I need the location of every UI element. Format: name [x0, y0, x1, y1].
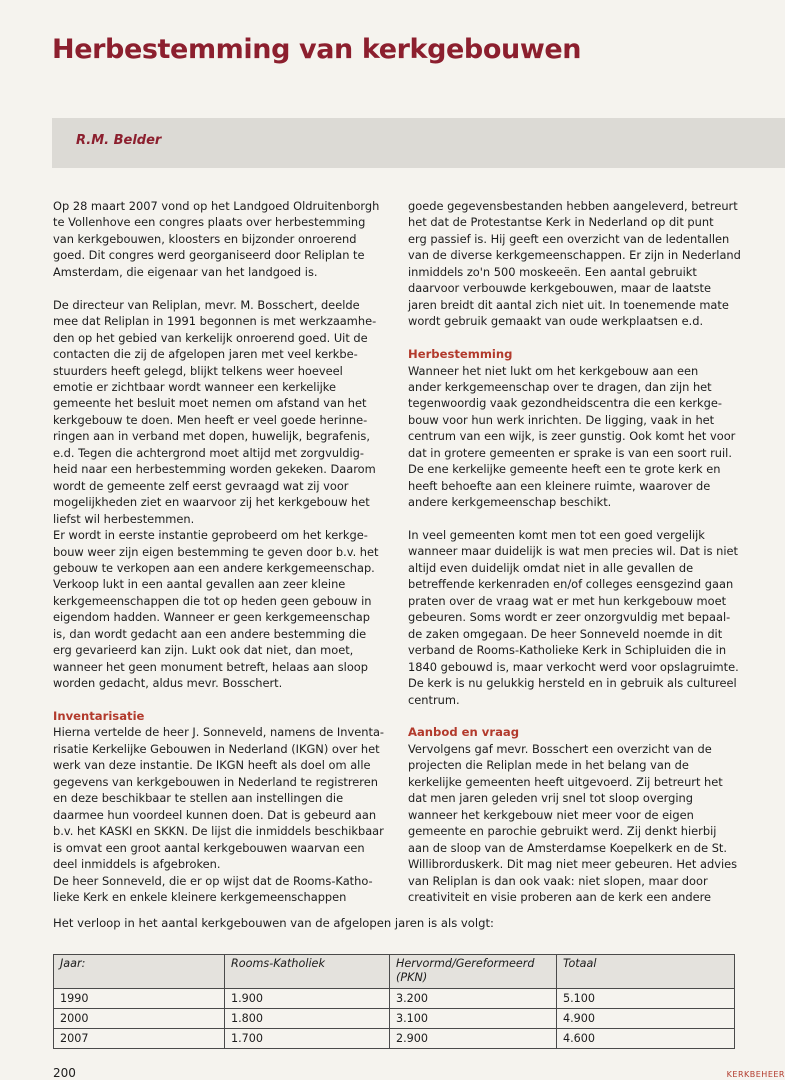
cell-year: 2007 [54, 1029, 225, 1049]
table-row [54, 989, 735, 1009]
text-line: eigendom hadden. Wanneer er geen kerkgemeenschap [53, 610, 371, 625]
text-line: e.d. Tegen die achtergrond moet altijd met zorgvuldig- [53, 445, 365, 460]
text-line: Hierna vertelde de heer J. Sonneveld, namens de Inventa- [53, 725, 385, 740]
text-line: goed. Dit congres werd georganiseerd door Reliplan te [53, 248, 365, 263]
text-line: kerkelijke gemeenten heeft uitgevoerd. Zij betreurt het [408, 774, 723, 789]
text-line: Willibrorduskerk. Dit mag niet meer gebeuren. Het advies [408, 857, 738, 872]
text-line: centrum van een wijk, is zeer gunstig. Ook komt het voor [408, 429, 736, 444]
page-number: 200 [53, 1066, 76, 1080]
text-line: van de diverse kerkgemeenschappen. Er zijn in Nederland [408, 248, 741, 263]
text-line: erg gevarieerd kan zijn. Lukt ook dat niet, dan moet, [53, 643, 354, 658]
text-line: aan de sloop van de Amsterdamse Koepelkerk en de St. [408, 840, 728, 855]
text-line: bouw voor hun werk inrichten. De ligging, vaak in het [408, 412, 715, 427]
text-line: De directeur van Reliplan, mevr. M. Bosschert, deelde [53, 297, 360, 312]
paragraph [53, 724, 383, 872]
text-line: gemeente en parochie gebruikt werd. Zij denkt hierbij [408, 824, 717, 839]
text-line: projecten die Reliplan mede in het belang van de [408, 758, 689, 773]
church-count-table [53, 954, 735, 1049]
text-line: risatie Kerkelijke Gebouwen in Nederland (IKGN) over het [53, 741, 380, 756]
table-intro: Het verloop in het aantal kerkgebouwen van de afgelopen jaren is als volgt: [53, 916, 494, 930]
text-line: b.v. het KASKI en SKKN. De lijst die inmiddels beschikbaar [53, 824, 384, 839]
paragraph [408, 741, 763, 906]
header-year: Jaar: [54, 955, 225, 989]
text-line: wanneer maar duidelijk is wat men precies wil. Dat is niet [408, 544, 738, 559]
text-line: altijd even duidelijk omdat niet in alle gevallen de [408, 560, 694, 575]
text-line: dat in grotere gemeenten er sprake is van een soort ruil. [408, 445, 732, 460]
text-line: lieke Kerk en enkele kleinere kerkgemeenschappen [53, 890, 347, 904]
text-line: De kerk is nu gelukkig hersteld en in gebruik als cultureel [408, 676, 737, 691]
text-line: wanneer het kerkgebouw niet meer voor de eigen [408, 807, 694, 822]
text-line: goede gegevensbestanden hebben aangeleverd, betreurt [408, 199, 738, 213]
table-header-row [54, 955, 735, 989]
text-line: emotie er zichtbaar wordt wanneer een kerkelijke [53, 379, 336, 394]
paragraph [408, 198, 763, 330]
text-line: Amsterdam, die eigenaar van het landgoed is. [53, 264, 318, 279]
text-line: werk van deze instantie. De IKGN heeft als doel om alle [53, 758, 371, 773]
text-line: stuurders heeft gelegd, blijkt telkens weer hoeveel [53, 363, 343, 378]
paragraph [53, 873, 383, 906]
text-line: De heer Sonneveld, die er op wijst dat de Rooms-Katho- [53, 873, 373, 888]
author-name: R.M. Belder [76, 133, 162, 148]
header-roman-catholic: Rooms-Katholiek [225, 955, 390, 989]
text-line: Er wordt in eerste instantie geprobeerd om het kerkge- [53, 528, 368, 543]
text-line: te Vollenhove een congres plaats over herbestemming [53, 215, 366, 230]
text-line: In veel gemeenten komt men tot een goed vergelijk [408, 528, 705, 543]
text-line: mogelijkheden ziet en waarvoor zij het kerkgebouw het [53, 495, 370, 510]
text-line: Vervolgens gaf mevr. Bosschert een overzicht van de [408, 741, 712, 756]
cell-roman-catholic: 1.700 [225, 1029, 390, 1049]
text-line: kerkgebouw te doen. Men heeft er veel goede herinne- [53, 412, 368, 427]
text-line: het dat de Protestantse Kerk in Nederland op dit punt [408, 215, 714, 230]
text-line: Verkoop lukt in een aantal gevallen aan zeer kleine [53, 577, 346, 592]
cell-roman-catholic: 1.900 [225, 989, 390, 1009]
text-line: mee dat Reliplan in 1991 begonnen is met werkzaamhe- [53, 314, 377, 329]
text-line: bouw weer zijn eigen bestemming te geven door b.v. het [53, 544, 379, 559]
text-line: kerkgemeenschappen die tot op heden geen gebouw in [53, 593, 372, 608]
text-line: wordt gebruik gemaakt van oude werkplaatsen e.d. [408, 314, 704, 329]
text-line: 1840 gebouwd is, maar verkocht werd voor opslagruimte. [408, 659, 739, 674]
cell-protestant: 2.900 [390, 1029, 557, 1049]
section-heading: Herbestemming [408, 347, 513, 362]
text-line: wordt de gemeente zelf eerst gevraagd wat zij voor [53, 478, 349, 493]
text-line: inmiddels zo'n 500 moskeeën. Een aantal gebruikt [408, 264, 697, 279]
text-line: wanneer het geen monument betreft, helaas aan sloop [53, 659, 369, 674]
text-line: daarvoor verbouwde kerkgebouwen, maar de laatste [408, 281, 712, 296]
section-heading: Inventarisatie [53, 709, 145, 724]
cell-protestant: 3.100 [390, 1009, 557, 1029]
cell-roman-catholic: 1.800 [225, 1009, 390, 1029]
table-row [54, 1009, 735, 1029]
text-line: tegenwoordig vaak gezondheidscentra die een kerkge- [408, 396, 722, 411]
text-line: andere kerkgemeenschap beschikt. [408, 495, 612, 510]
paragraph [53, 297, 383, 527]
text-line: ander kerkgemeenschap over te dragen, dan zijn het [408, 379, 712, 394]
text-line: deel inmiddels is afgebroken. [53, 857, 221, 872]
text-line: de zaken omgegaan. De heer Sonneveld noemde in dit [408, 626, 723, 641]
text-line: worden gedacht, aldus mevr. Bosschert. [53, 676, 283, 691]
cell-total: 4.900 [557, 1009, 735, 1029]
text-line: jaren breidt dit aantal zich niet uit. In toenemende mate [408, 297, 729, 312]
header-total: Totaal [557, 955, 735, 989]
text-line: De ene kerkelijke gemeente heeft een te grote kerk en [408, 462, 721, 477]
text-line: contacten die zij de afgelopen jaren met veel kerkbe- [53, 347, 358, 362]
text-line: heeft behoefte aan een kleinere ruimte, waarover de [408, 478, 711, 493]
text-line: gebouw te verkopen aan een andere kerkgemeenschap. [53, 560, 375, 575]
text-line: is omvat een groot aantal kerkgebouwen waarvan een [53, 840, 365, 855]
cell-total: 5.100 [557, 989, 735, 1009]
left-column [53, 198, 383, 905]
cell-year: 2000 [54, 1009, 225, 1029]
text-line: gebeuren. Soms wordt er zeer onzorgvuldig met bepaal- [408, 610, 731, 625]
text-line: praten over de vraag wat er met hun kerkgebouw moet [408, 593, 727, 608]
text-line: centrum. [408, 692, 460, 707]
text-line: dat men jaren geleden vrij snel tot sloop overging [408, 791, 693, 806]
text-line: creativiteit en visie proberen aan de kerk een andere [408, 889, 712, 904]
table-row [54, 1029, 735, 1049]
text-line: gegevens van kerkgebouwen in Nederland te registreren [53, 774, 378, 789]
author-band [52, 118, 785, 168]
text-line: daarmee hun voordeel kunnen doen. Dat is gebeurd aan [53, 807, 377, 822]
text-line: den op het gebied van kerkelijk onroerend goed. Uit de [53, 330, 368, 345]
paragraph [408, 363, 763, 511]
article-title: Herbestemming van kerkgebouwen [52, 34, 582, 65]
text-line: gemeente het besluit moet nemen om afstand van het [53, 396, 367, 411]
right-column [408, 198, 763, 905]
running-footer: KERKBEHEER [726, 1070, 785, 1079]
cell-total: 4.600 [557, 1029, 735, 1049]
text-line: betreffende kerkenraden en/of colleges eensgezind gaan [408, 577, 734, 592]
header-protestant: Hervormd/Gereformeerd (PKN) [390, 955, 557, 989]
text-line: is, dan wordt gedacht aan een andere bestemming die [53, 626, 367, 641]
cell-protestant: 3.200 [390, 989, 557, 1009]
paragraph [408, 527, 763, 708]
text-line: van Reliplan is dan ook vaak: niet slopen, maar door [408, 873, 708, 888]
section-heading: Aanbod en vraag [408, 725, 520, 740]
text-line: Op 28 maart 2007 vond op het Landgoed Oldruitenborgh [53, 199, 380, 213]
cell-year: 1990 [54, 989, 225, 1009]
text-line: heid naar een herbestemming worden gekeken. Daarom [53, 462, 376, 477]
paragraph [53, 527, 383, 692]
paragraph [53, 198, 383, 280]
text-line: en deze beschikbaar te stellen aan instellingen die [53, 791, 344, 806]
text-line: erg passief is. Hij geeft een overzicht van de ledentallen [408, 231, 730, 246]
text-line: verband de Rooms-Katholieke Kerk in Schipluiden die in [408, 643, 727, 658]
text-line: van kerkgebouwen, kloosters en bijzonder onroerend [53, 231, 357, 246]
text-line: ringen aan in verband met dopen, huwelijk, begrafenis, [53, 429, 370, 444]
text-line: Wanneer het niet lukt om het kerkgebouw aan een [408, 363, 699, 378]
text-line: liefst wil herbestemmen. [53, 511, 195, 526]
